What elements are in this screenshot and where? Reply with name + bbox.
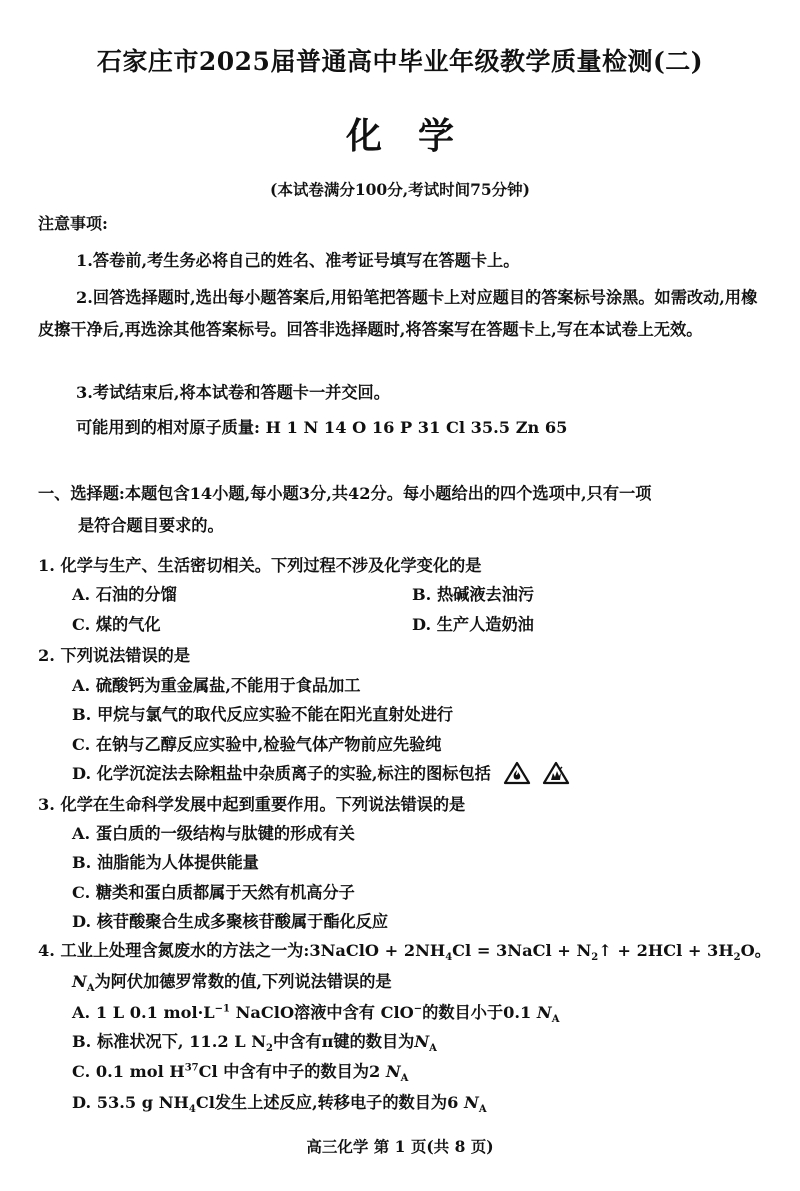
q4-option-d: D. 53.5 g $NH_4Cl$发生上述反应,转移电子的数目为6 $N_A$ [72, 1093, 487, 1116]
q2-option-d-text: D. 化学沉淀法去除粗盐中杂质离子的实验,标注的图标包括 [72, 764, 491, 783]
q2-stem: 2. 下列说法错误的是 [38, 646, 191, 665]
notes-heading: 注意事项: [38, 214, 108, 233]
exam-info: (本试卷满分100分,考试时间75分钟) [270, 180, 530, 199]
q4-option-b: B. 标准状况下, 11.2 L $N_2$中含有π键的数目为$N_A$ [72, 1032, 437, 1055]
q3-option-a: A. 蛋白质的一级结构与肽键的形成有关 [72, 824, 355, 843]
page-footer: 高三化学 第 1 页(共 8 页) [306, 1137, 494, 1156]
note-item-2: 2.回答选择题时,选出每小题答案后,用铅笔把答题卡上对应题目的答案标号涂黑。如需改动,用橡皮擦干净后,再选涂其他答案标号。回答非选择题时,将答案写在答题卡上,写在本试卷上无效。 [38, 288, 758, 339]
atomic-mass-line: 可能用到的相对原子质量: H 1 N 14 O 16 P 31 Cl 35.5 Zn 65 [76, 418, 568, 437]
q2-option-a: A. 硫酸钙为重金属盐,不能用于食品加工 [72, 676, 361, 695]
fire-hazard-icon [503, 761, 531, 789]
q1-option-a: A. 石油的分馏 [72, 585, 177, 604]
q2-option-c: C. 在钠与乙醇反应实验中,检验气体产物前应先验纯 [72, 735, 442, 754]
q4-equation: 3NaClO + $2NH_4Cl$ = 3NaCl + $N_2↑ + 2HCl + 3H_2O$。 [309, 941, 771, 964]
q4-stem-prefix: 4. 工业上处理含氮废水的方法之一为: [38, 941, 310, 960]
q1-option-c: C. 煤的气化 [72, 615, 161, 634]
q3-option-b: B. 油脂能为人体提供能量 [72, 853, 259, 872]
note-item-1: 1.答卷前,考生务必将自己的姓名、准考证号填写在答题卡上。 [76, 251, 520, 270]
q1-option-d: D. 生产人造奶油 [412, 615, 534, 634]
section-title-cont: 是符合题目要求的。 [78, 516, 224, 535]
exam-title: 石家庄市2025届普通高中毕业年级教学质量检测(二) [96, 47, 704, 76]
section-title: 一、选择题:本题包含14小题,每小题3分,共42分。每小题给出的四个选项中,只有一项 [38, 484, 652, 503]
explosion-hazard-icon [542, 761, 570, 789]
q1-stem: 1. 化学与生产、生活密切相关。下列过程不涉及化学变化的是 [38, 556, 482, 575]
q4-option-c: C. 0.1 mol $H^{37}Cl$ 中含有中子的数目为2 $N_A$ [72, 1062, 409, 1085]
q1-option-b: B. 热碱液去油污 [412, 585, 535, 604]
q2-option-d [72, 760, 570, 789]
q4-na-line: $N_A$为阿伏加德罗常数的值,下列说法错误的是 [72, 972, 392, 995]
q2-option-b: B. 甲烷与氯气的取代反应实验不能在阳光直射处进行 [72, 705, 454, 724]
q3-stem: 3. 化学在生命科学发展中起到重要作用。下列说法错误的是 [38, 795, 466, 814]
note-item-3: 3.考试结束后,将本试卷和答题卡一并交回。 [76, 383, 390, 402]
q3-option-d: D. 核苷酸聚合生成多聚核苷酸属于酯化反应 [72, 912, 389, 931]
subject-title: 化学 [345, 115, 490, 157]
q4-stem [38, 937, 771, 963]
q4-option-a: A. 1 L 0.1 $mol\cdot L^{-1}$ NaClO溶液中含有 ClO−的数目小于0.1 $N_A$ [72, 1003, 560, 1026]
q3-option-c: C. 糖类和蛋白质都属于天然有机高分子 [72, 883, 355, 902]
